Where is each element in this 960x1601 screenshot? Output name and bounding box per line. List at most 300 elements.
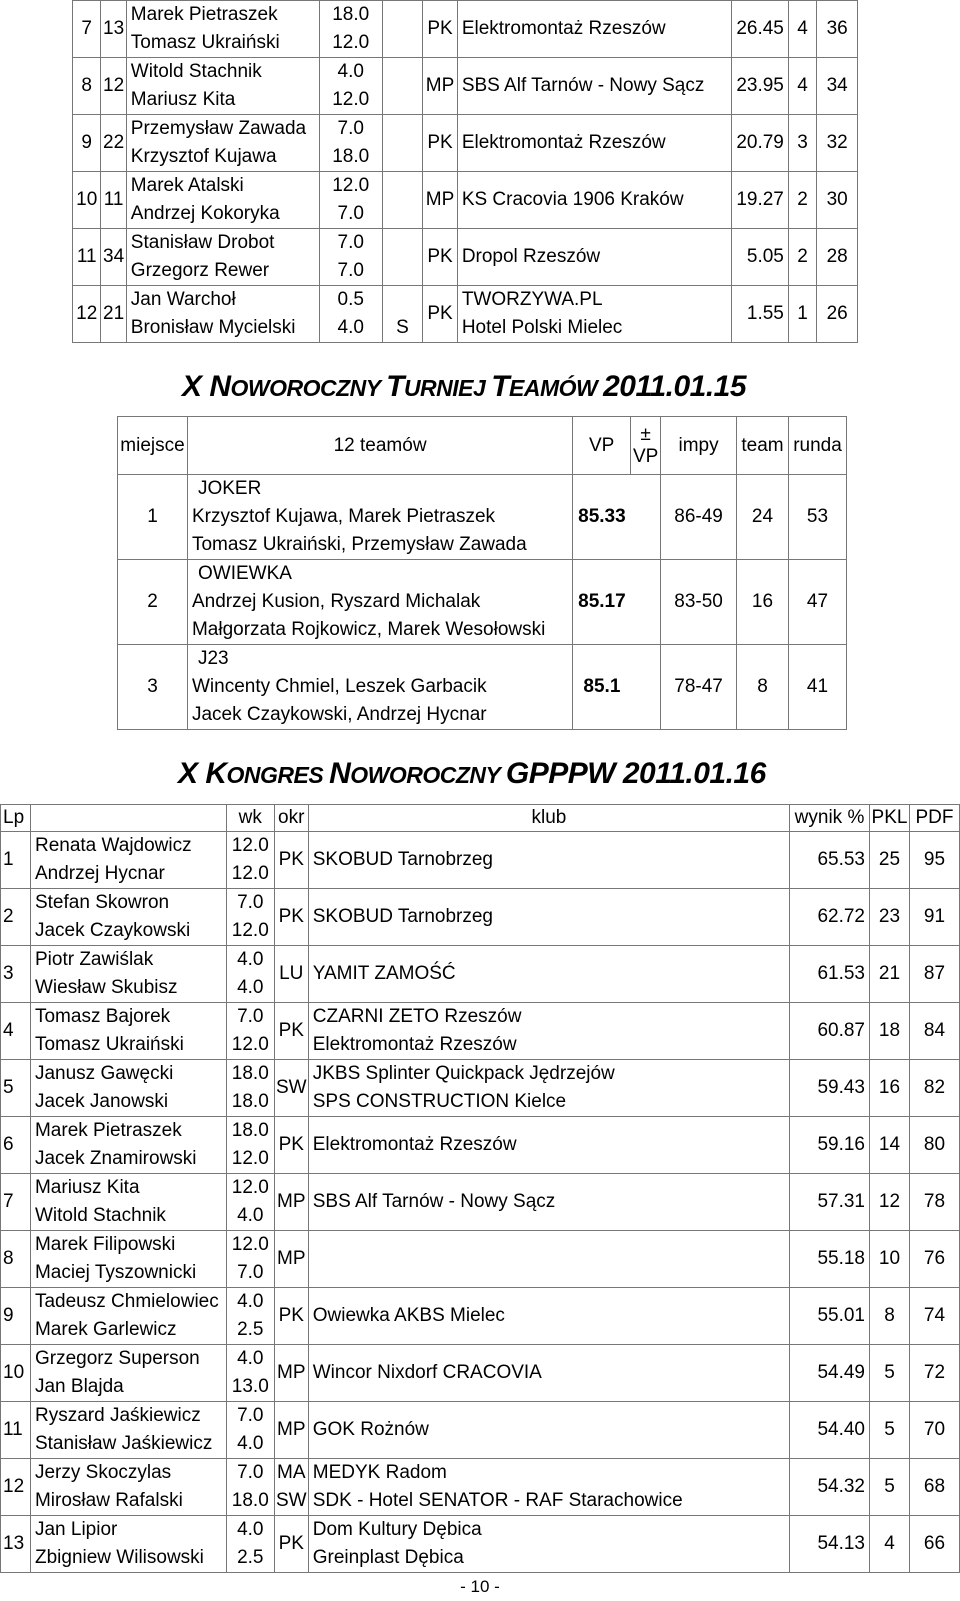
wk-line: 12.0: [332, 89, 370, 110]
klub-line: SBS Alf Tarnów - Nowy Sącz: [461, 75, 705, 96]
team: 24: [737, 475, 789, 560]
players: [30, 1117, 226, 1174]
klub-line: Elektromontaż Rzeszów: [461, 132, 666, 153]
table-row: [1, 1117, 960, 1174]
players-line: Krzysztof Kujawa: [130, 146, 277, 167]
players-line: Piotr Zawiślak: [34, 949, 154, 970]
wk: [319, 286, 382, 343]
wk-line: 12.0: [231, 920, 269, 941]
table-row: [73, 229, 858, 286]
wk: [226, 946, 274, 1003]
wk-line: 2.5: [237, 1547, 264, 1568]
klub-line: SKOBUD Tarnobrzeg: [312, 906, 493, 927]
players-line: Jerzy Skoczylas: [34, 1462, 172, 1483]
klub-line: MEDYK Radom: [312, 1462, 447, 1483]
klub: [457, 58, 731, 115]
klub: [308, 1459, 789, 1516]
header-runda: runda: [788, 417, 846, 475]
klub-line: CZARNI ZETO Rzeszów: [312, 1006, 522, 1027]
header-okr: okr: [274, 805, 308, 832]
players-line: Tadeusz Chmielowiec: [34, 1291, 219, 1312]
pdf: 72: [909, 1345, 959, 1402]
klub: [308, 1288, 789, 1345]
pkl: 4: [869, 1516, 909, 1573]
klub-line: Hotel Polski Mielec: [461, 317, 623, 338]
wynik: 26.45: [732, 1, 789, 58]
players-line: Witold Stachnik: [130, 61, 262, 82]
wk-line: 18.0: [231, 1091, 269, 1112]
pdf: 78: [909, 1174, 959, 1231]
wk-line: 7.0: [337, 118, 364, 139]
wk-line: 4.0: [237, 1348, 264, 1369]
pair-number: 22: [101, 115, 126, 172]
header-lp: Lp: [1, 805, 31, 832]
wk-line: 4.0: [237, 1205, 264, 1226]
players: [126, 286, 319, 343]
okr-line: PK: [278, 1020, 304, 1041]
position: 7: [73, 1, 101, 58]
players-line: Andrzej Hycnar: [34, 863, 165, 884]
pdf: 91: [909, 889, 959, 946]
players-line: Bronisław Mycielski: [130, 317, 296, 338]
pkl: 8: [869, 1288, 909, 1345]
wynik: 59.43: [790, 1060, 870, 1117]
pdf: 68: [909, 1459, 959, 1516]
table-row: [73, 1, 858, 58]
lp: 3: [1, 946, 31, 1003]
okr-line: PK: [278, 1305, 304, 1326]
klub-line: SPS CONSTRUCTION Kielce: [312, 1091, 567, 1112]
klub-line: SBS Alf Tarnów - Nowy Sącz: [312, 1191, 556, 1212]
pdf: 80: [909, 1117, 959, 1174]
klub-line: JKBS Splinter Quickpack Jędrzejów: [312, 1063, 615, 1084]
okr: [274, 1516, 308, 1573]
wk: [226, 1402, 274, 1459]
team-members-line: JOKER: [197, 478, 262, 499]
wk-line: 4.0: [237, 1433, 264, 1454]
wynik: 5.05: [732, 229, 789, 286]
players-line: Tomasz Ukraiński: [34, 1034, 184, 1055]
players-line: Renata Wajdowicz: [34, 835, 192, 856]
place: 3: [118, 645, 188, 730]
okr-line: MP: [277, 1419, 306, 1440]
players: [30, 1402, 226, 1459]
okr: PK: [423, 1, 458, 58]
place: 2: [118, 560, 188, 645]
pair-number: 13: [101, 1, 126, 58]
team-members-line: Wincenty Chmiel, Leszek Garbacik: [191, 676, 487, 697]
players: [30, 889, 226, 946]
klub: [308, 946, 789, 1003]
klub-line: Greinplast Dębica: [312, 1547, 464, 1568]
wk-line: 18.0: [332, 4, 370, 25]
table-row: [1, 1060, 960, 1117]
wk: [319, 1, 382, 58]
table-row: [73, 58, 858, 115]
players-line: Jan Lipior: [34, 1519, 118, 1540]
okr-line: SW: [275, 1490, 307, 1511]
players-line: Mirosław Rafalski: [34, 1490, 183, 1511]
pkl: 25: [869, 832, 909, 889]
header-klub: klub: [308, 805, 789, 832]
vp: 85.1: [573, 645, 631, 730]
wk-line: 0.5: [337, 289, 364, 310]
players: [30, 1345, 226, 1402]
klub-line: Dropol Rzeszów: [461, 246, 601, 267]
klub: [308, 1060, 789, 1117]
team-members-line: Jacek Czaykowski, Andrzej Hycnar: [191, 704, 487, 725]
wk-line: 4.0: [337, 317, 364, 338]
players-line: Stanisław Jaśkiewicz: [34, 1433, 213, 1454]
players: [30, 946, 226, 1003]
klub-line: SDK - Hotel SENATOR - RAF Starachowice: [312, 1490, 683, 1511]
okr: [274, 1402, 308, 1459]
flag: [382, 1, 423, 58]
plus-minus-vp: [631, 475, 661, 560]
lp: 4: [1, 1003, 31, 1060]
flag: [382, 229, 423, 286]
players-line: Ryszard Jaśkiewicz: [34, 1405, 201, 1426]
pair-number: 34: [101, 229, 126, 286]
table-row: [1, 1003, 960, 1060]
pdf: 74: [909, 1288, 959, 1345]
klub-line: Elektromontaż Rzeszów: [312, 1134, 517, 1155]
wynik: 20.79: [732, 115, 789, 172]
klub-line: YAMIT ZAMOŚĆ: [312, 963, 456, 984]
runda: 47: [788, 560, 846, 645]
header-pdf: PDF: [909, 805, 959, 832]
okr: [274, 832, 308, 889]
team-members-line: J23: [197, 648, 229, 669]
players-line: Jan Warchoł: [130, 289, 236, 310]
wk-line: 2.5: [237, 1319, 264, 1340]
klub-line: Dom Kultury Dębica: [312, 1519, 482, 1540]
pkl: 4: [788, 1, 816, 58]
pdf: 95: [909, 832, 959, 889]
pkl: 12: [869, 1174, 909, 1231]
page-number: - 10 -: [460, 1577, 500, 1596]
klub-line: Wincor Nixdorf CRACOVIA: [312, 1362, 542, 1383]
klub: [308, 1117, 789, 1174]
players-line: Stefan Skowron: [34, 892, 170, 913]
pkl: 3: [788, 115, 816, 172]
flag: [382, 115, 423, 172]
pkl: 18: [869, 1003, 909, 1060]
players-line: Mariusz Kita: [130, 89, 236, 110]
wk-line: 18.0: [231, 1120, 269, 1141]
okr-line: MA: [277, 1462, 306, 1483]
wk-line: 4.0: [237, 1291, 264, 1312]
okr: MP: [423, 58, 458, 115]
okr-line: PK: [278, 1533, 304, 1554]
players-line: Zbigniew Wilisowski: [34, 1547, 204, 1568]
lp: 5: [1, 1060, 31, 1117]
players-line: Tomasz Bajorek: [34, 1006, 171, 1027]
okr-line: PK: [278, 906, 304, 927]
pdf: 34: [817, 58, 858, 115]
pdf: 28: [817, 229, 858, 286]
header-wynik: wynik %: [790, 805, 870, 832]
wynik: 57.31: [790, 1174, 870, 1231]
klub-line: GOK Rożnów: [312, 1419, 429, 1440]
wk-line: 12.0: [231, 1234, 269, 1255]
position: 9: [73, 115, 101, 172]
wynik: 54.49: [790, 1345, 870, 1402]
pkl: 5: [869, 1402, 909, 1459]
pkl: 2: [788, 172, 816, 229]
wk-line: 7.0: [237, 1405, 264, 1426]
pdf: 76: [909, 1231, 959, 1288]
klub-line: KS Cracovia 1906 Kraków: [461, 189, 684, 210]
klub: [457, 172, 731, 229]
okr: [274, 1231, 308, 1288]
team-members-line: OWIEWKA: [197, 563, 292, 584]
okr: [274, 1345, 308, 1402]
flag: [382, 172, 423, 229]
pair-number: 21: [101, 286, 126, 343]
team-members-line: Małgorzata Rojkowicz, Marek Wesołowski: [191, 619, 546, 640]
players-line: Witold Stachnik: [34, 1205, 166, 1226]
vp: 85.17: [573, 560, 631, 645]
wk-line: 12.0: [231, 1177, 269, 1198]
teams-results-table: [117, 416, 847, 730]
table-row: [73, 286, 858, 343]
okr: [274, 946, 308, 1003]
wk-line: 7.0: [237, 1462, 264, 1483]
klub: [308, 1345, 789, 1402]
pair-number: 12: [101, 58, 126, 115]
team-members: [187, 645, 572, 730]
congress-results-table: [0, 804, 960, 1573]
wynik: 55.18: [790, 1231, 870, 1288]
wk: [226, 1231, 274, 1288]
wk: [319, 58, 382, 115]
players-line: Marek Filipowski: [34, 1234, 176, 1255]
wk: [226, 1459, 274, 1516]
wk: [226, 1174, 274, 1231]
players-line: Grzegorz Rewer: [130, 260, 270, 281]
table-row: [1, 1231, 960, 1288]
okr: PK: [423, 229, 458, 286]
pkl: 14: [869, 1117, 909, 1174]
klub: [308, 1516, 789, 1573]
wynik: 19.27: [732, 172, 789, 229]
position: 10: [73, 172, 101, 229]
wk-line: 18.0: [231, 1063, 269, 1084]
klub: [457, 1, 731, 58]
wk-line: 12.0: [332, 32, 370, 53]
wk: [226, 889, 274, 946]
players-line: Jacek Czaykowski: [34, 920, 191, 941]
plus-minus-vp: [631, 560, 661, 645]
wk: [226, 832, 274, 889]
table-row: [73, 172, 858, 229]
players-line: Marek Pietraszek: [34, 1120, 182, 1141]
pdf: 30: [817, 172, 858, 229]
position: 8: [73, 58, 101, 115]
okr-line: LU: [279, 963, 304, 984]
pkl: 4: [788, 58, 816, 115]
lp: 11: [1, 1402, 31, 1459]
okr: [274, 1459, 308, 1516]
position: 11: [73, 229, 101, 286]
klub: [308, 1231, 789, 1288]
impy: 78-47: [661, 645, 737, 730]
players: [126, 229, 319, 286]
players-line: Maciej Tyszownicki: [34, 1262, 197, 1283]
pair-number: 11: [101, 172, 126, 229]
wynik: 1.55: [732, 286, 789, 343]
players-line: Marek Pietraszek: [130, 4, 278, 25]
lp: 2: [1, 889, 31, 946]
team-row: [118, 560, 847, 645]
pkl: 5: [869, 1459, 909, 1516]
wynik: 23.95: [732, 58, 789, 115]
wk: [226, 1117, 274, 1174]
table-row: [1, 1345, 960, 1402]
header-plus-minus-vp: ± VP: [631, 417, 661, 475]
okr-line: PK: [278, 849, 304, 870]
wynik: 54.32: [790, 1459, 870, 1516]
pdf: 36: [817, 1, 858, 58]
okr: [274, 1288, 308, 1345]
okr: MP: [423, 172, 458, 229]
team-members: [187, 560, 572, 645]
wk-line: 12.0: [332, 175, 370, 196]
wk: [226, 1060, 274, 1117]
wk: [226, 1003, 274, 1060]
wk-line: 18.0: [332, 146, 370, 167]
lp: 1: [1, 832, 31, 889]
klub: [308, 1174, 789, 1231]
header-vp: VP: [573, 417, 631, 475]
players: [30, 1459, 226, 1516]
players-line: Marek Garlewicz: [34, 1319, 177, 1340]
wk: [319, 172, 382, 229]
players-line: Wiesław Skubisz: [34, 977, 178, 998]
klub: [308, 1402, 789, 1459]
okr: [274, 889, 308, 946]
okr: PK: [423, 286, 458, 343]
klub-line: Elektromontaż Rzeszów: [461, 18, 666, 39]
pdf: 84: [909, 1003, 959, 1060]
players: [126, 172, 319, 229]
table-row: [1, 832, 960, 889]
impy: 86-49: [661, 475, 737, 560]
wk-line: 7.0: [237, 1262, 264, 1283]
table-row: [1, 946, 960, 1003]
klub-line: SKOBUD Tarnobrzeg: [312, 849, 493, 870]
players-line: Marek Atalski: [130, 175, 244, 196]
players-line: Andrzej Kokoryka: [130, 203, 280, 224]
klub: [308, 832, 789, 889]
wk-line: 12.0: [231, 1148, 269, 1169]
position: 12: [73, 286, 101, 343]
header-teams: 12 teamów: [187, 417, 572, 475]
wk-line: 4.0: [237, 977, 264, 998]
wk-line: 4.0: [237, 949, 264, 970]
pdf: 66: [909, 1516, 959, 1573]
header-pkl: PKL: [869, 805, 909, 832]
table-row: [73, 115, 858, 172]
wk-line: 7.0: [337, 203, 364, 224]
pkl: 1: [788, 286, 816, 343]
players: [30, 1288, 226, 1345]
plus-minus-vp: [631, 645, 661, 730]
players-line: Przemysław Zawada: [130, 118, 307, 139]
players-line: Janusz Gawęcki: [34, 1063, 174, 1084]
wynik: 55.01: [790, 1288, 870, 1345]
okr-line: MP: [277, 1191, 306, 1212]
lp: 7: [1, 1174, 31, 1231]
pkl: 10: [869, 1231, 909, 1288]
wk: [319, 115, 382, 172]
okr: [274, 1174, 308, 1231]
wk-line: 7.0: [337, 232, 364, 253]
lp: 8: [1, 1231, 31, 1288]
okr-line: SW: [275, 1077, 307, 1098]
wynik: 54.40: [790, 1402, 870, 1459]
players: [30, 1174, 226, 1231]
klub: [308, 1003, 789, 1060]
players-line: Mariusz Kita: [34, 1177, 140, 1198]
wynik: 54.13: [790, 1516, 870, 1573]
players: [30, 832, 226, 889]
wk-line: 4.0: [337, 61, 364, 82]
players-line: Tomasz Ukraiński: [130, 32, 280, 53]
okr: [274, 1003, 308, 1060]
pdf: 70: [909, 1402, 959, 1459]
header-impy: impy: [661, 417, 737, 475]
players-line: Stanisław Drobot: [130, 232, 275, 253]
klub: [457, 286, 731, 343]
wynik: 65.53: [790, 832, 870, 889]
klub: [457, 229, 731, 286]
players: [126, 1, 319, 58]
klub-line: Owiewka AKBS Mielec: [312, 1305, 505, 1326]
players: [30, 1003, 226, 1060]
team-row: [118, 645, 847, 730]
place: 1: [118, 475, 188, 560]
lp: 12: [1, 1459, 31, 1516]
lp: 9: [1, 1288, 31, 1345]
wk-line: 12.0: [231, 1034, 269, 1055]
wk-line: 18.0: [231, 1490, 269, 1511]
lp: 6: [1, 1117, 31, 1174]
team-row: [118, 475, 847, 560]
team-members-line: Andrzej Kusion, Ryszard Michalak: [191, 591, 481, 612]
wk-line: 12.0: [231, 863, 269, 884]
team: 8: [737, 645, 789, 730]
wk-line: 4.0: [237, 1519, 264, 1540]
players: [30, 1060, 226, 1117]
wynik: 62.72: [790, 889, 870, 946]
wk-line: 13.0: [231, 1376, 269, 1397]
wk-line: 7.0: [337, 260, 364, 281]
pkl: 2: [788, 229, 816, 286]
pdf: 82: [909, 1060, 959, 1117]
flag: S: [382, 286, 423, 343]
okr-line: PK: [278, 1134, 304, 1155]
players: [126, 58, 319, 115]
top-results-table: [72, 0, 858, 343]
okr: PK: [423, 115, 458, 172]
team: 16: [737, 560, 789, 645]
pdf: 32: [817, 115, 858, 172]
flag: [382, 58, 423, 115]
header-miejsce: miejsce: [118, 417, 188, 475]
team-members-line: Krzysztof Kujawa, Marek Pietraszek: [191, 506, 496, 527]
